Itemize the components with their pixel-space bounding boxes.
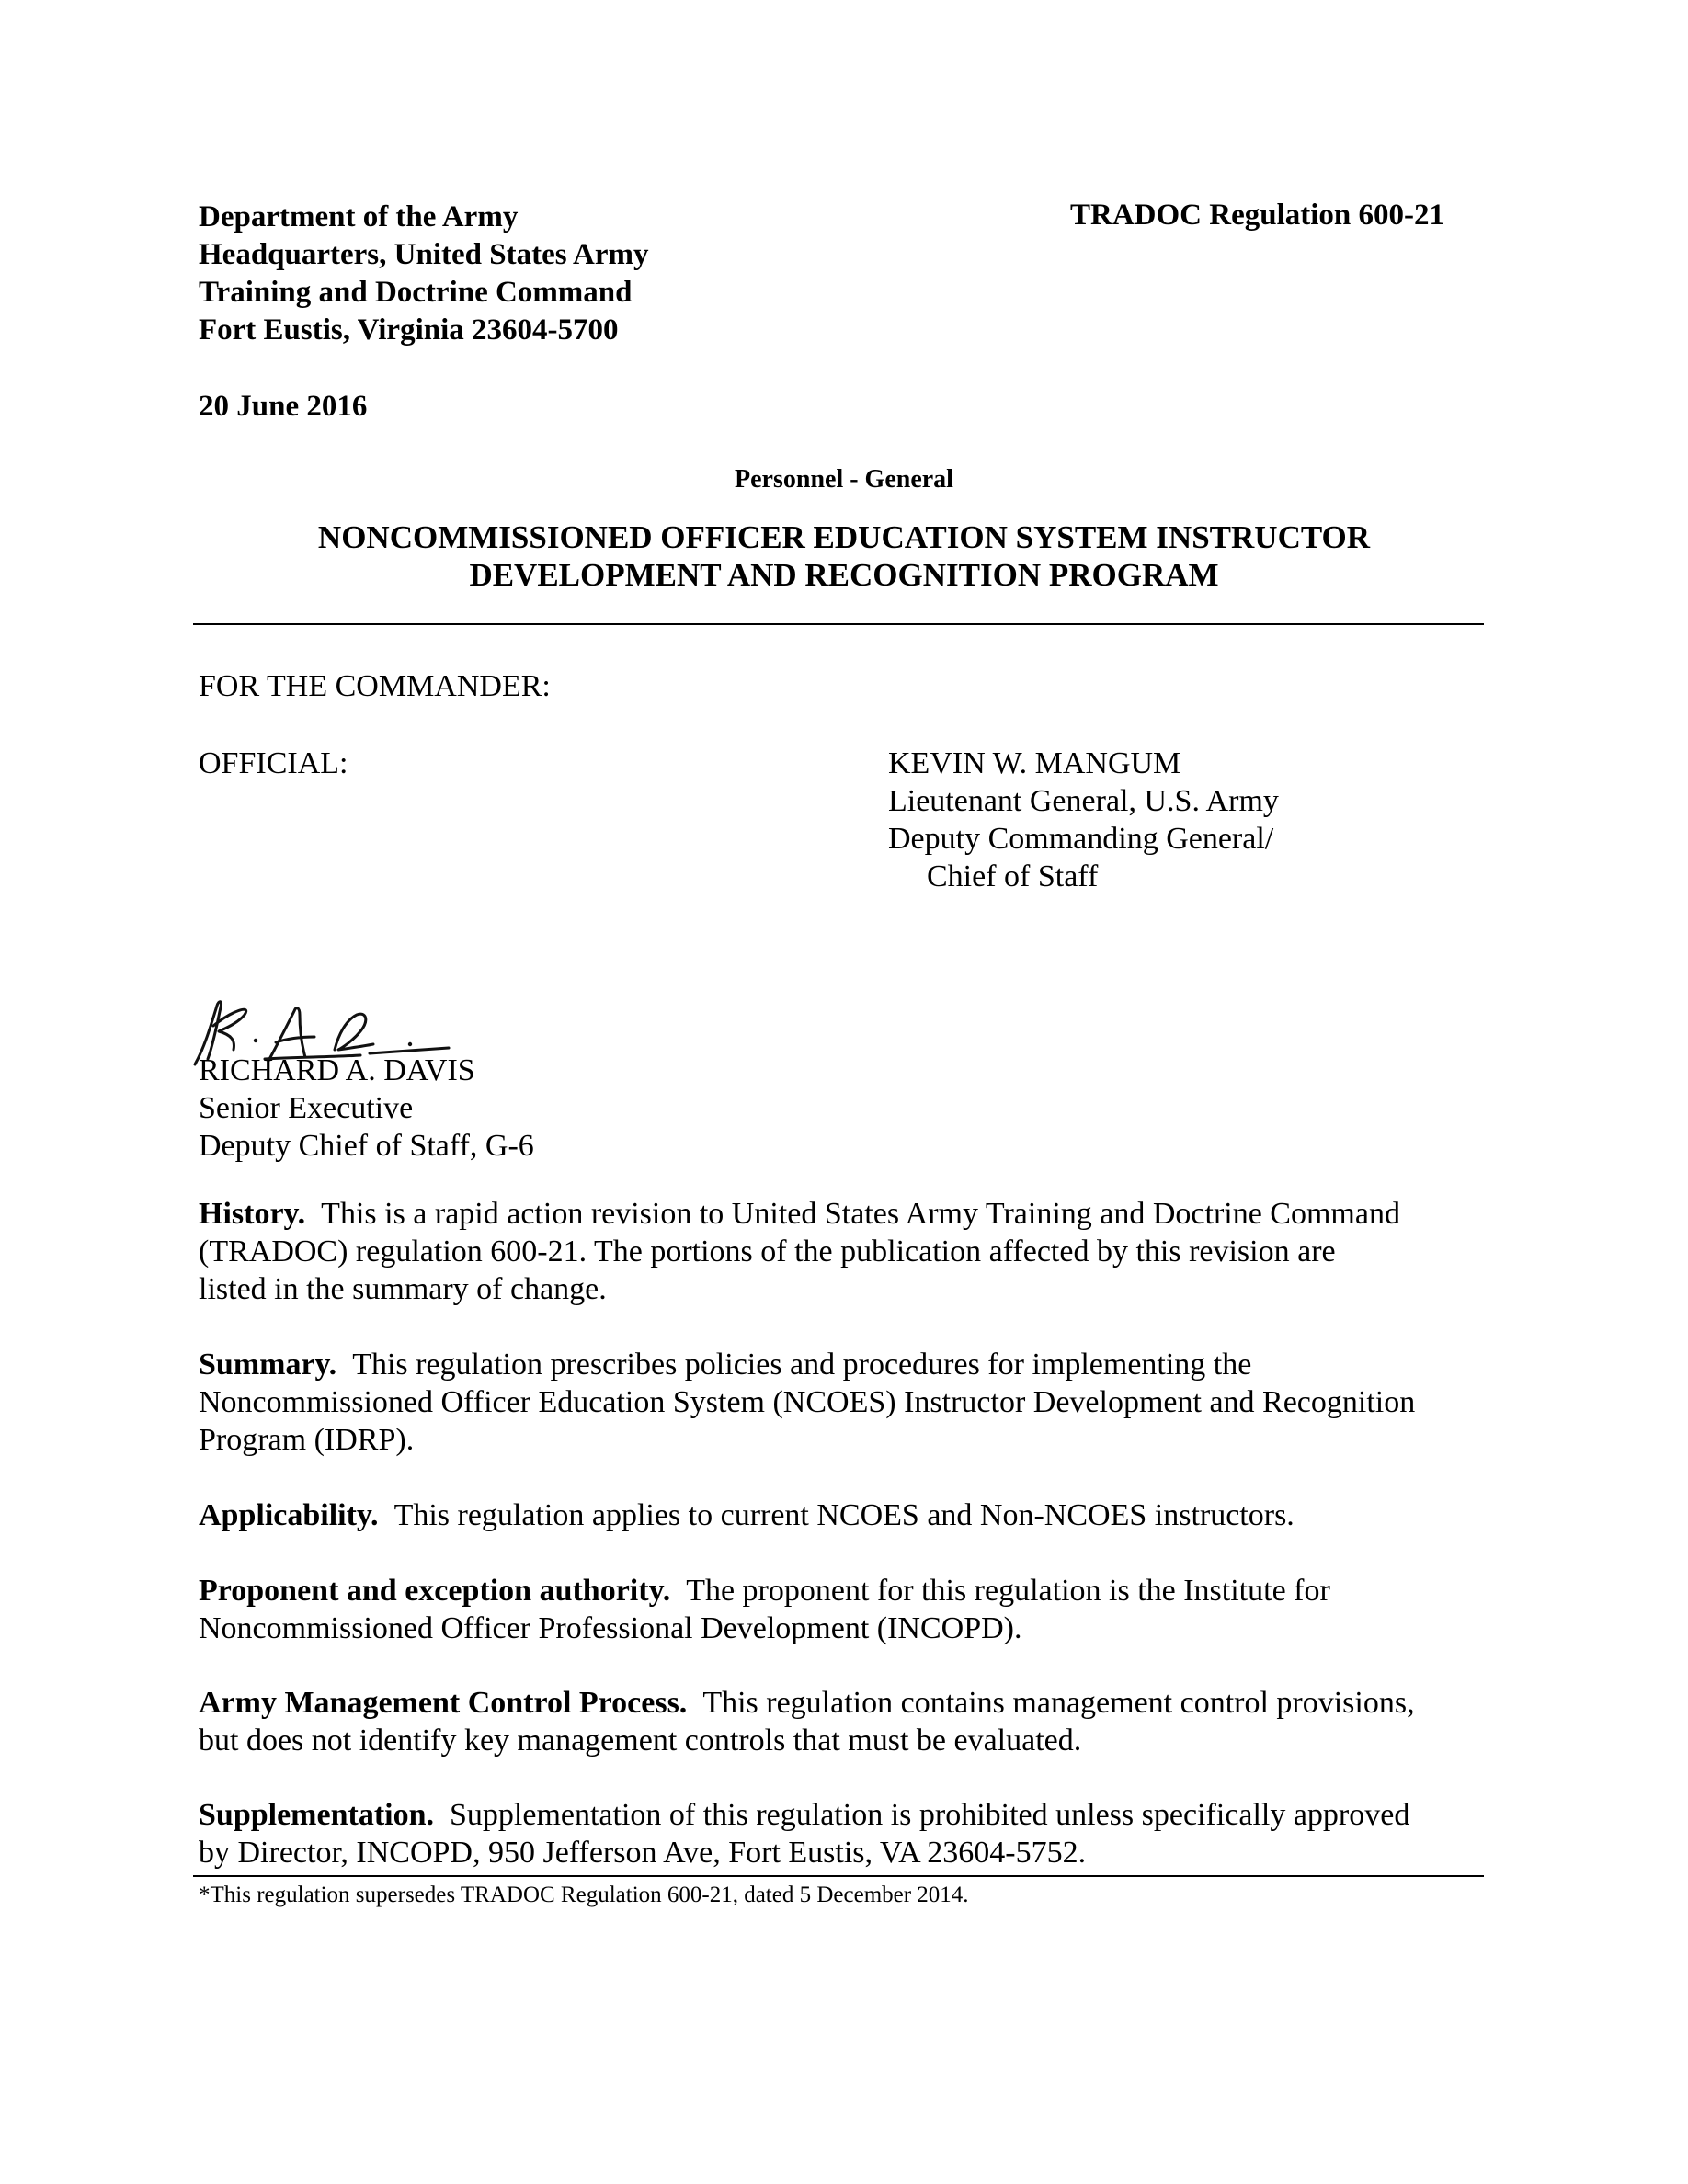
title-line: DEVELOPMENT AND RECOGNITION PROGRAM (469, 557, 1219, 593)
publication-date: 20 June 2016 (199, 390, 368, 423)
section-heading: Supplementation. (199, 1798, 434, 1832)
history-section (199, 1195, 1486, 1308)
section-text: Noncommissioned Officer Professional Development (INCOPD). (199, 1611, 1022, 1645)
section-heading: Applicability. (199, 1498, 379, 1532)
commander-position: Chief of Staff (927, 859, 1099, 893)
commander-position: Deputy Commanding General/ (888, 822, 1274, 856)
regulation-number: TRADOC Regulation 600-21 (1070, 199, 1445, 232)
regulation-category: Personnel - General (735, 465, 953, 494)
section-heading: History. (199, 1197, 306, 1231)
section-text: by Director, INCOPD, 950 Jefferson Ave, Fort Eustis, VA 23604-5752. (199, 1836, 1087, 1870)
section-heading: Army Management Control Process. (199, 1686, 688, 1720)
supplementation-section (199, 1796, 1486, 1871)
official-signature-block (199, 1052, 534, 1165)
official-title: Senior Executive (199, 1091, 414, 1125)
official-label: OFFICIAL: (199, 746, 348, 780)
commander-signature-block (888, 745, 1279, 895)
section-heading: Summary. (199, 1348, 337, 1382)
org-line: Department of the Army (199, 200, 519, 233)
section-text: but does not identify key management controls that must be evaluated. (199, 1723, 1082, 1757)
issuing-organization (199, 199, 648, 349)
section-text: This regulation contains management control provisions, (702, 1686, 1415, 1720)
footnote: *This regulation supersedes TRADOC Regulation 600-21, dated 5 December 2014. (199, 1883, 969, 1907)
section-text: The proponent for this regulation is the Institute for (686, 1574, 1330, 1608)
org-line: Headquarters, United States Army (199, 238, 649, 271)
section-text: This regulation prescribes policies and procedures for implementing the (352, 1348, 1252, 1382)
section-text: This is a rapid action revision to United States Army Training and Doctrine Command (321, 1197, 1400, 1231)
section-text: Program (IDRP). (199, 1423, 415, 1457)
document-title (0, 518, 1688, 594)
for-the-commander-label: FOR THE COMMANDER: (199, 669, 551, 703)
section-text: (TRADOC) regulation 600-21. The portions of the publication affected by this revision are (199, 1234, 1336, 1268)
management-control-section (199, 1684, 1486, 1759)
section-heading: Proponent and exception authority. (199, 1574, 671, 1608)
org-line: Training and Doctrine Command (199, 276, 633, 309)
section-text: Noncommissioned Officer Education System (NCOES) Instructor Development and Recognition (199, 1385, 1416, 1419)
commander-rank: Lieutenant General, U.S. Army (888, 784, 1279, 818)
commander-name: KEVIN W. MANGUM (888, 746, 1181, 780)
footnote-divider (193, 1875, 1484, 1877)
applicability-section (199, 1496, 1486, 1534)
section-text: Supplementation of this regulation is prohibited unless specifically approved (450, 1798, 1410, 1832)
summary-section (199, 1346, 1486, 1459)
title-line: NONCOMMISSIONED OFFICER EDUCATION SYSTEM INSTRUCTOR (317, 519, 1371, 555)
section-text: listed in the summary of change. (199, 1272, 607, 1306)
org-line: Fort Eustis, Virginia 23604-5700 (199, 313, 619, 347)
section-text: This regulation applies to current NCOES and Non-NCOES instructors. (393, 1498, 1295, 1532)
official-position: Deputy Chief of Staff, G-6 (199, 1129, 534, 1163)
proponent-section (199, 1572, 1486, 1647)
official-name: RICHARD A. DAVIS (199, 1053, 475, 1087)
title-divider (193, 623, 1484, 625)
